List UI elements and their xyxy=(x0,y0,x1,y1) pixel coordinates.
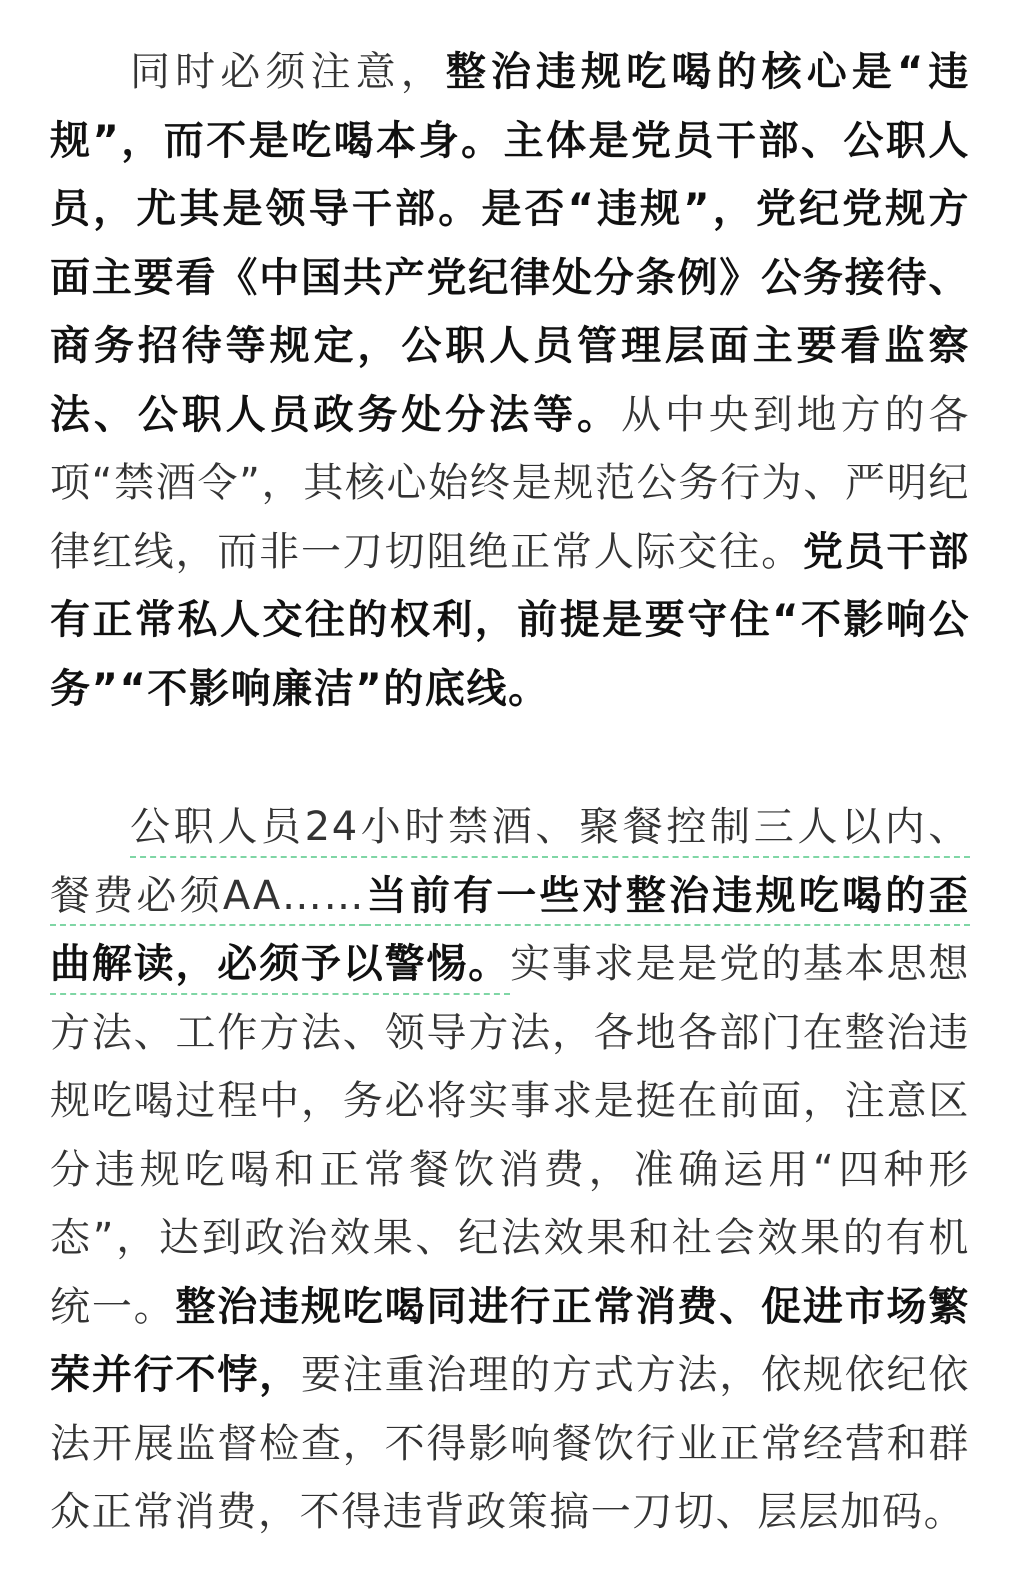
article-body xyxy=(50,38,970,1547)
paragraph-misinterpretation xyxy=(50,793,970,1547)
text-segment: 实事求是是党的基本思想方法、工作方法、领导方法，各地各部门在整治违规吃喝过程中，务必将实事求是挺在前面，注意区分违规吃喝和正常餐饮消费，准确运用“四种形态”，达到政治效果、纪法效果和社会效果的有机统一。 xyxy=(50,941,970,1330)
text-segment: 要注重治理的方式方法，依规依纪依法开展监督检查，不得影响餐饮行业正常经营和群众正常消费，不得违背政策搞一刀切、层层加码。 xyxy=(50,1352,970,1535)
text-segment: 从中央到地方的各项“禁酒令”，其核心始终是规范公务行为、严明纪律红线，而非一刀切阻绝正常人际交往。 xyxy=(50,391,970,575)
text-segment: 同时必须注意， xyxy=(130,49,446,95)
bold-text-segment: 整治违规吃喝的核心是“违规”，而不是吃喝本身。主体是党员干部、公职人员，尤其是领导干部。是否“违规”，党纪党规方面主要看《中国共产党纪律处分条例》公务接待、商务招待等规定，公职人员管理层面主要看监察法、公职人员政务处分法等。 xyxy=(50,49,970,438)
underlined-text-segment: 公职人员24小时禁酒、聚餐控制三人以内、餐费必须AA…… xyxy=(50,804,970,919)
paragraph-core-violation xyxy=(50,38,970,723)
bold-text-segment: 党员干部有正常私人交往的权利，前提是要守住“不影响公务”“不影响廉洁”的底线。 xyxy=(50,528,970,712)
bold-text-segment: 整治违规吃喝同进行正常消费、促进市场繁荣并行不悖， xyxy=(50,1283,970,1398)
bold-underlined-text-segment: 当前有一些对整治违规吃喝的歪曲解读，必须予以警惕。 xyxy=(50,872,970,987)
